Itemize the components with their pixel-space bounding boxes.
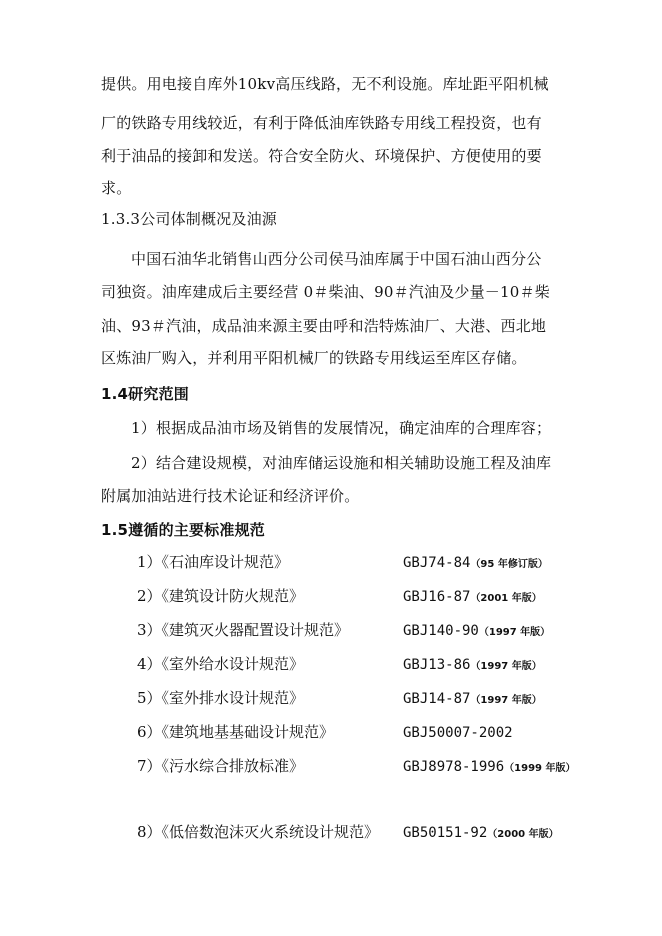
standard-title: 6）《建筑地基基础设计规范》 bbox=[137, 723, 335, 741]
standard-title: 1）《石油库设计规范》 bbox=[137, 553, 290, 571]
paragraph-line: 司独资。油库建成后主要经营 0＃柴油、90＃汽油及少量－10＃柴 bbox=[101, 283, 550, 301]
standard-code: GBJ16-87（2001 年版） bbox=[403, 589, 542, 605]
standard-title: 3）《建筑灭火器配置设计规范》 bbox=[137, 621, 350, 639]
section-heading-1-3-3: 1.3.3公司体制概况及油源 bbox=[101, 210, 277, 228]
paragraph-line: 提供。用电接自库外10kv高压线路，无不利设施。库址距平阳机械 bbox=[101, 75, 549, 93]
standard-code: GBJ14-87（1997 年版） bbox=[403, 691, 542, 707]
paragraph-line: 利于油品的接卸和发送。符合安全防火、环境保护、方便使用的要 bbox=[101, 147, 542, 165]
paragraph-line: 求。 bbox=[101, 179, 132, 197]
standard-edition-note: （2000 年版） bbox=[487, 829, 559, 840]
list-item-continuation: 附属加油站进行技术论证和经济评价。 bbox=[101, 487, 360, 505]
section-heading-1-4: 1.4研究范围 bbox=[101, 385, 189, 403]
standard-code: GBJ13-86（1997 年版） bbox=[403, 657, 542, 673]
standard-code: GBJ50007-2002 bbox=[403, 725, 513, 741]
standard-title: 4）《室外给水设计规范》 bbox=[137, 655, 305, 673]
standard-code: GBJ8978-1996（1999 年版） bbox=[403, 759, 576, 775]
standard-edition-note: （1997 年版） bbox=[470, 695, 542, 706]
standard-title: 8）《低倍数泡沫灭火系统设计规范》 bbox=[137, 823, 380, 841]
standard-code: GBJ74-84（95 年修订版） bbox=[403, 555, 548, 571]
standard-code: GB50151-92（2000 年版） bbox=[403, 825, 559, 841]
list-item: 1）根据成品油市场及销售的发展情况，确定油库的合理库容； bbox=[131, 419, 552, 437]
standard-edition-note: （95 年修订版） bbox=[470, 559, 548, 570]
standard-code: GBJ140-90（1997 年版） bbox=[403, 623, 551, 639]
standard-title: 5）《室外排水设计规范》 bbox=[137, 689, 305, 707]
standard-title: 7）《污水综合排放标准》 bbox=[137, 757, 305, 775]
section-heading-1-5: 1.5遵循的主要标准规范 bbox=[101, 521, 265, 539]
standard-title: 2）《建筑设计防火规范》 bbox=[137, 587, 305, 605]
paragraph-line: 中国石油华北销售山西分公司侯马油库属于中国石油山西分公 bbox=[131, 250, 542, 268]
standard-edition-note: （1997 年版） bbox=[478, 627, 551, 638]
standard-edition-note: （1997 年版） bbox=[470, 661, 542, 672]
standard-edition-note: （2001 年版） bbox=[470, 593, 542, 604]
standard-edition-note: （1999 年版） bbox=[504, 763, 576, 774]
paragraph-line: 油、93＃汽油，成品油来源主要由呼和浩特炼油厂、大港、西北地 bbox=[101, 317, 547, 335]
paragraph-line: 区炼油厂购入，并利用平阳机械厂的铁路专用线运至库区存储。 bbox=[101, 349, 527, 367]
paragraph-line: 厂的铁路专用线较近，有利于降低油库铁路专用线工程投资，也有 bbox=[101, 114, 542, 132]
list-item: 2）结合建设规模，对油库储运设施和相关辅助设施工程及油库 bbox=[131, 454, 552, 472]
